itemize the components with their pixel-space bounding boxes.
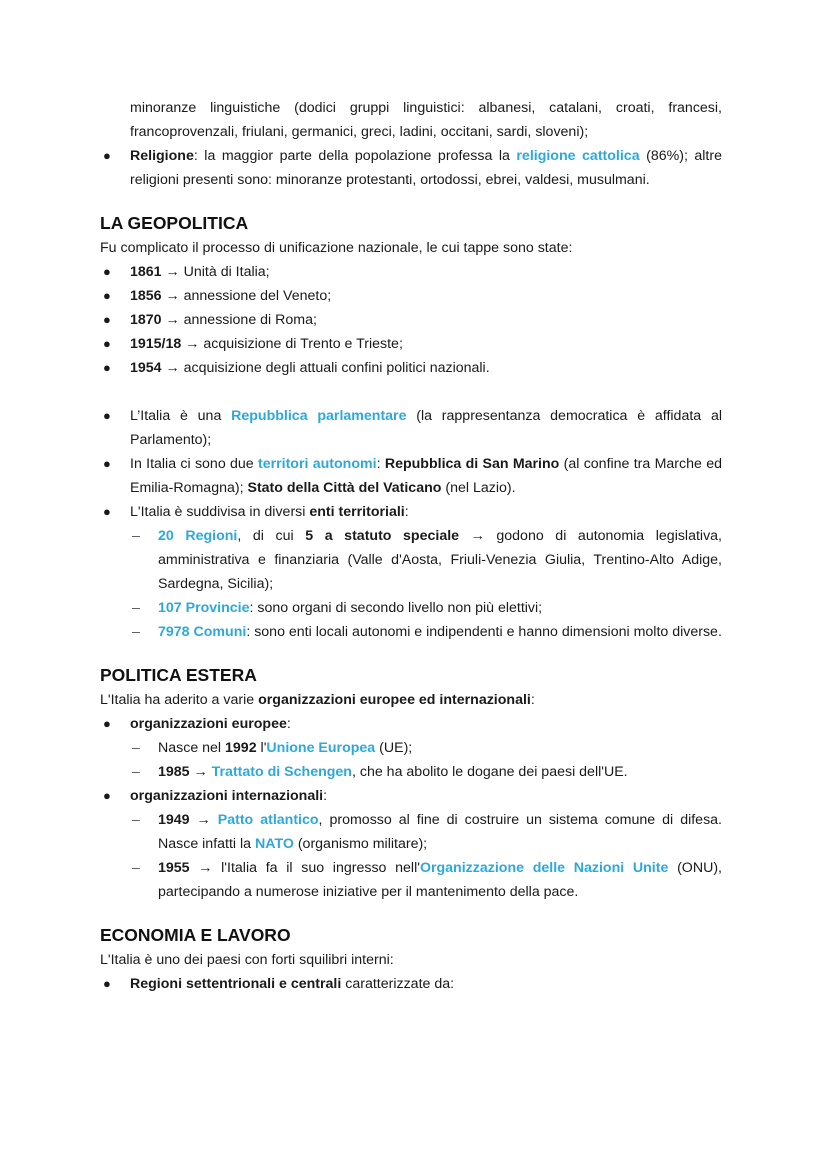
sublist-item-patto: – 1949 → Patto atlantico, promosso al fine di costruire un sistema comune di difesa. Nasce infatti la NATO (organismo militare); [100,808,722,856]
bullet-icon: ● [103,336,111,351]
bullet-icon: ● [103,788,111,803]
dash-icon: – [132,764,140,780]
bullet-icon: ● [103,504,111,519]
timeline-item: ● 1861 → Unità di Italia; [100,260,722,284]
sublist-item-regioni: – 20 Regioni, di cui 5 a statuto speciale → godono di autonomia legislativa, amministrativa e finanziaria (Valle d'Aosta, Friuli-Venezia Giulia, Trentino-Alto Adige, Sardegna, Sicilia); [100,524,722,596]
timeline-item: ● 1856 → annessione del Veneto; [100,284,722,308]
list-item-territori: ● In Italia ci sono due territori autonomi: Repubblica di San Marino (al confine tra Marche ed Emilia-Romagna); Stato della Città del Vaticano (nel Lazio). [100,452,722,500]
timeline-item: ● 1870 → annessione di Roma; [100,308,722,332]
bullet-icon: ● [103,360,111,375]
sublist-item-schengen: – 1985 → Trattato di Schengen, che ha abolito le dogane dei paesi dell'UE. [100,760,722,784]
sublist-item-comuni: – 7978 Comuni: sono enti locali autonomi e indipendenti e hanno dimensioni molto diverse. [100,620,722,644]
sublist-item-ue: – Nasce nel 1992 l'Unione Europea (UE); [100,736,722,760]
list-item-internazionali: ● organizzazioni internazionali: [100,784,722,808]
list-item-enti: ● L'Italia è suddivisa in diversi enti territoriali: [100,500,722,524]
bullet-icon: ● [103,312,111,327]
bullet-icon: ● [103,264,111,279]
section-title-economia: ECONOMIA E LAVORO [100,925,291,945]
timeline-item: ● 1915/18 → acquisizione di Trento e Trieste; [100,332,722,356]
politica-estera-intro: L'Italia ha aderito a varie organizzazioni europee ed internazionali: [100,692,535,708]
bullet-icon: ● [103,148,111,163]
bullet-icon: ● [103,716,111,731]
sublist-item-onu: – 1955 → l'Italia fa il suo ingresso nell'Organizzazione delle Nazioni Unite (ONU), partecipando a numerose iniziative per il mantenimento della pace. [100,856,722,904]
dash-icon: – [132,812,140,828]
dash-icon: – [132,860,140,876]
geopolitica-intro: Fu complicato il processo di unificazione nazionale, le cui tappe sono state: [100,240,573,256]
dash-icon: – [132,624,140,640]
document-page [100,96,722,996]
bullet-icon: ● [103,976,111,991]
timeline-item: ● 1954 → acquisizione degli attuali confini politici nazionali. [100,356,722,380]
list-item-regioni-settentrionali: ● Regioni settentrionali e centrali caratterizzate da: [100,972,722,996]
section-title-politica-estera: POLITICA ESTERA [100,665,257,685]
dash-icon: – [132,740,140,756]
bullet-icon: ● [103,456,111,471]
bullet-icon: ● [103,408,111,423]
section-title-geopolitica: LA GEOPOLITICA [100,213,249,233]
list-item-europee: ● organizzazioni europee: [100,712,722,736]
list-item-repubblica: ● L’Italia è una Repubblica parlamentare (la rappresentanza democratica è affidata al Parlamento); [100,404,722,452]
bullet-icon: ● [103,288,111,303]
dash-icon: – [132,600,140,616]
dash-icon: – [132,528,140,544]
minoranze-continuation: minoranze linguistiche (dodici gruppi linguistici: albanesi, catalani, croati, francesi, francoprovenzali, friulani, germanici, greci, ladini, occitani, sardi, sloveni); [130,100,722,140]
list-item-religione: ● Religione: la maggior parte della popolazione professa la religione cattolica (86%); altre religioni presenti sono: minoranze protestanti, ortodossi, ebrei, valdesi, musulmani. [100,144,722,192]
economia-intro: L'Italia è uno dei paesi con forti squilibri interni: [100,952,394,968]
sublist-item-province: – 107 Provincie: sono organi di secondo livello non più elettivi; [100,596,722,620]
